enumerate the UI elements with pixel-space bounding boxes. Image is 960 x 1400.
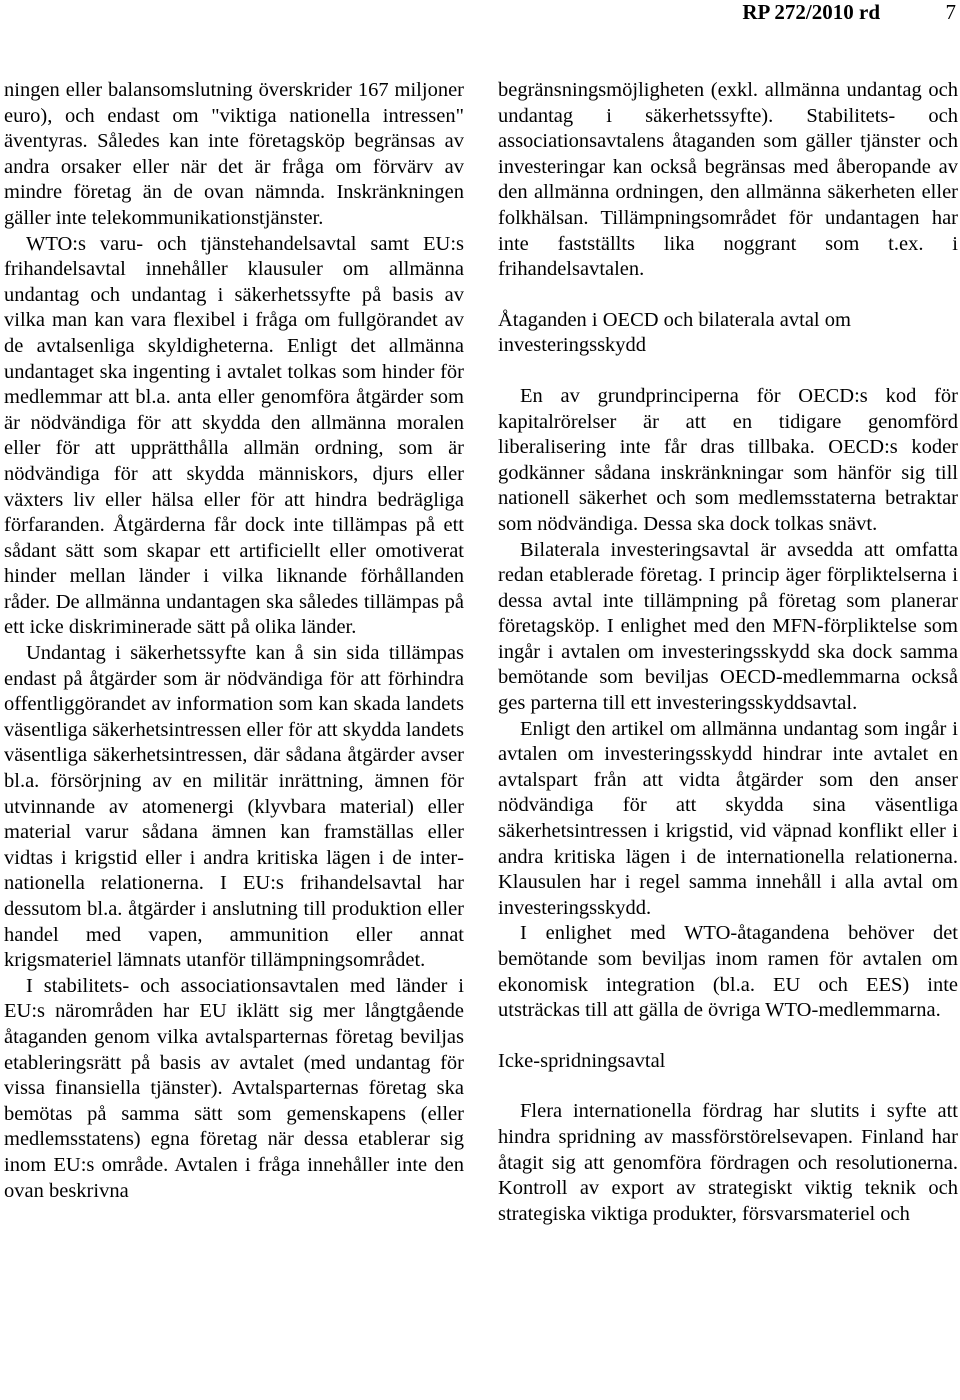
paragraph: En av grundprinciperna för OECD:s kod för kapitalrörelser är att en tidigare genomförd liberalisering inte får dras tillbaka. OECD:s koder godkänner sådana inskränkningar som hänför sig till nationell säkerhet och som medlemsstaterna betraktar som nödvändiga. Dessa ska dock tolkas snävt. (498, 384, 958, 535)
spacer (498, 359, 958, 384)
paragraph: begränsningsmöjligheten (exkl. allmänna undantag och undantag i säkerhetssyfte). Stabilitets- och associationsavtalens åtaganden som gäller tjänster och investeringar kan också begränsas med åberopande av den allmänna ordningen, den allmänna säkerheten eller folkhälsan. Tillämpningsområdet för undantagen har inte fastställts lika noggrant som t.ex. i frihandelsavtalen. (498, 79, 958, 281)
paragraph: I enlighet med WTO-åtagandena behöver det bemötande som beviljas inom ramen för avtalen om ekonomisk integration (bl.a. EU och EES) inte utsträckas till att gälla de övriga WTO-medlemmarna. (498, 922, 958, 1022)
page-header (0, 0, 960, 30)
section-heading: Åtaganden i OECD och bilaterala avtal om investeringsskydd (498, 308, 851, 357)
paragraph: Enligt den artikel om allmänna undantag som ingår i avtalen om investeringsskydd hindrar inte avtalet en avtalspart från att vidta åtgärder som den anser nödvändiga för att skydda sina väsentliga säkerhetsintressen i krigstid, vid väpnad konflikt eller i andra kritiska lägen i de internationella relationerna. Klausulen har i regel samma innehåll i alla avtal om investeringsskydd. (498, 717, 958, 919)
spacer (498, 1024, 958, 1049)
paragraph: ningen eller balansomslutning överskrider 167 miljoner euro), och endast om "viktiga nationella intressen" äventyras. Således kan inte företagsköp begränsas av andra orsaker eller när det är fråga om förvärv av mindre företag än de ovan nämnda. Inskränkningen gäller inte telekommunikationstjänster. (4, 79, 464, 229)
page-number: 7 (945, 0, 956, 24)
document-id: RP 272/2010 rd (742, 0, 880, 24)
spacer (498, 283, 958, 308)
spacer (498, 1074, 958, 1099)
section-heading: Icke-spridningsavtal (498, 1049, 666, 1072)
paragraph: Bilaterala investeringsavtal är avsedda att omfatta redan etablerade företag. I princip äger förpliktelserna i dessa avtal inte tillämpning på företag som planerar företagsköp. I enlighet med den MFN-förpliktelse som ingår i avtalen om investeringsskydd ska dock samma bemötande som beviljas OECD-medlemmarna också ges parterna till ett investeringsskyddsavtal. (498, 538, 958, 715)
paragraph: Undantag i säkerhetssyfte kan å sin sida tillämpas endast på åtgärder som är nödvändiga för att förhindra offentliggörandet av information som kan skada landets väsentliga säkerhetsintressen eller för att skydda landets väsentliga säkerhetsintressen, där sådana åtgärder avser bl.a. försörjning av en militär inrättning, ämnen för utvinnande av atomenergi (klyvbara material) eller material varur sådana ämnen kan framställas eller vidtas i krigstid eller i andra kritiska lägen i de internationella relationerna. I EU:s frihandelsavtal har dessutom bl.a. åtgärder i anslutning till produktion eller handel med vapen, ammunition eller annat krigsmateriel lämnats utanför tillämpningsområdet. (4, 642, 464, 972)
right-column (498, 78, 958, 1227)
left-column (4, 78, 464, 1204)
paragraph: WTO:s varu- och tjänstehandelsavtal samt EU:s frihandelsavtal innehåller klausuler om allmänna undantag och undantag i säkerhetssyfte på basis av vilka man kan vara flexibel i fråga om fullgörandet av de avtalsenliga skyldigheterna. Enligt det allmänna undantaget ska ingenting i avtalet tolkas som hinder för medlemmar att bl.a. anta eller genomföra åtgärder som är nödvändiga för att skydda den allmänna moralen eller för att upprätthålla allmän ordning, som är nödvändiga för att skydda människors, djurs eller växters liv eller hälsa eller för att hindra bedrägliga förfaranden. Åtgärderna får dock inte tillämpas på ett sådant sätt som skapar ett artificiellt eller omotiverat hinder mellan länder i vilka liknande förhållanden råder. De allmänna undantagen ska således tillämpas på ett icke diskriminerade sätt på olika länder. (4, 232, 464, 639)
paragraph: Flera internationella fördrag har slutits i syfte att hindra spridning av massförstörelsevapen. Finland har åtagit sig att genomföra fördragen och resolutionerna. Kontroll av export av strategiskt viktig teknik och strategiska viktiga produkter, försvarsmateriel och (498, 1100, 958, 1225)
paragraph: I stabilitets- och associationsavtalen med länder i EU:s närområden har EU iklätt sig mer långtgående åtaganden genom vilka avtalsparternas företag beviljas etableringsrätt på basis av avtalet (med undantag för vissa finansiella tjänster). Avtalsparternas företag ska bemötas på samma sätt som gemenskapens (eller medlemsstatens) egna företag när dessa etablerar sig inom EU:s område. Avtalen i fråga innehåller inte den ovan beskrivna (4, 974, 464, 1202)
